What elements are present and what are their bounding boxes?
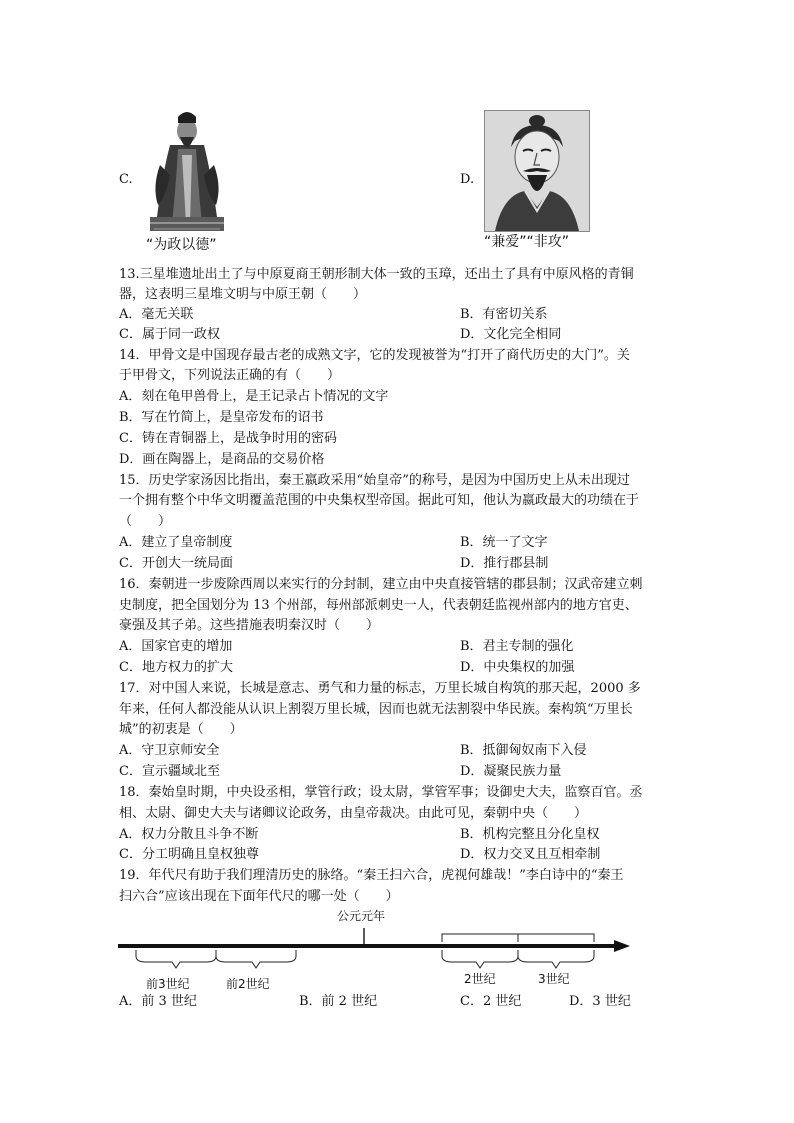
q14-stem-line1: 14．甲骨文是中国现存最古老的成熟文字，它的发现被誉为“打开了商代历史的大门”。关	[119, 348, 630, 363]
q14-option-a: A．刻在龟甲兽骨上，是王记录占卜情况的文字	[119, 389, 389, 404]
q15-stem-line2: 一个拥有整个中华文明覆盖范围的中央集权型帝国。据此可知，他认为嬴政最大的功绩在于	[119, 493, 640, 508]
q19-stem-line2: 扫六合”应该出现在下面年代尺的哪一处（ ）	[119, 889, 399, 904]
q13-option-a: A．毫无关联	[119, 307, 194, 322]
q14-option-b: B．写在竹简上，是皇帝发布的诏书	[119, 410, 324, 425]
q16-stem-line3: 豪强及其子弟。这些措施表明秦汉时（ ）	[119, 618, 380, 633]
q19-option-c: C．2 世纪	[460, 994, 522, 1009]
q13-option-b: B．有密切关系	[460, 307, 548, 322]
q17-option-c: C．宣示疆域北至	[119, 764, 220, 779]
q16-option-a: A．国家官吏的增加	[119, 639, 233, 654]
timeline-segment-bc3: 前3世纪	[146, 977, 190, 991]
confucius-portrait-image	[142, 105, 232, 233]
q16-option-b: B．君主专制的强化	[460, 639, 574, 654]
q16-stem-line1: 16．秦朝进一步废除西周以来实行的分封制，建立由中央直接管辖的郡县制；汉武帝建立刺	[119, 577, 643, 592]
q18-stem-line2: 相、太尉、御史大夫与诸卿议论政务，由皇帝裁决。由此可见，秦朝中央（ ）	[119, 806, 588, 821]
q13-option-c: C．属于同一政权	[119, 327, 220, 342]
q19-stem-line1: 19．年代尺有助于我们理清历史的脉络。“秦王扫六合，虎视何雄哉！”李白诗中的“秦王	[119, 868, 624, 883]
q16-option-c: C．地方权力的扩大	[119, 660, 233, 675]
q15-option-b: B．统一了文字	[460, 535, 548, 550]
q17-stem-line3: 城”的初衷是（ ）	[119, 722, 243, 737]
timeline-segment-bc2: 前2世纪	[226, 977, 270, 991]
q18-option-b: B．机构完整且分化皇权	[460, 827, 600, 842]
q17-option-a: A．守卫京师安全	[119, 743, 220, 758]
q15-stem-line3: （ ）	[119, 514, 172, 529]
q16-option-d: D．中央集权的加强	[460, 660, 575, 675]
q15-option-d: D．推行郡县制	[460, 556, 549, 571]
q17-stem-line2: 年来，任何人都没能从认识上割裂万里长城，因而也就无法割裂中华民族。秦构筑“万里长	[119, 702, 633, 717]
option-d-label: D.	[460, 172, 475, 187]
timeline-axis	[116, 922, 636, 970]
q16-stem-line2: 史制度，把全国划分为 13 个州部，每州部派刺史一人，代表朝廷监视州部内的地方官吏、	[119, 598, 638, 613]
option-c-label: C.	[119, 172, 133, 187]
q15-stem-line1: 15．历史学家汤因比指出，秦王嬴政采用“始皇帝”的称号，是因为中国历史上从未出现过	[119, 473, 630, 488]
timeline-segment-ad2: 2世纪	[464, 972, 496, 986]
q17-stem-line1: 17．对中国人来说，长城是意志、勇气和力量的标志，万里长城自构筑的那天起，2000 多	[119, 681, 641, 696]
mozi-portrait-image	[484, 110, 590, 232]
q17-option-b: B．抵御匈奴南下入侵	[460, 743, 587, 758]
q13-stem-line1: 13.三星堆遗址出土了与中原夏商王朝形制大体一致的玉璋，还出土了具有中原风格的青铜	[119, 267, 634, 282]
q19-option-b: B．前 2 世纪	[299, 994, 378, 1009]
q15-option-a: A．建立了皇帝制度	[119, 535, 233, 550]
timeline-center-label: 公元元年	[337, 909, 386, 923]
q18-option-c: C．分工明确且皇权独尊	[119, 847, 259, 862]
q14-stem-line2: 于甲骨文，下列说法正确的有（ ）	[119, 368, 341, 383]
q18-option-d: D．权力交叉且互相牵制	[460, 847, 601, 862]
q15-option-c: C．开创大一统局面	[119, 556, 233, 571]
option-d-caption: “兼爱”“非攻”	[484, 234, 570, 250]
q19-option-d: D．3 世纪	[569, 994, 631, 1009]
q19-option-a: A．前 3 世纪	[119, 994, 197, 1009]
q13-stem-line2: 器，这表明三星堆文明与中原王朝（ ）	[119, 287, 367, 302]
q14-option-c: C．铸在青铜器上，是战争时用的密码	[119, 431, 337, 446]
q14-option-d: D．画在陶器上，是商品的交易价格	[119, 452, 325, 467]
q13-option-d: D．文化完全相同	[460, 327, 562, 342]
q17-option-d: D．凝聚民族力量	[460, 764, 562, 779]
option-c-caption: “为政以德”	[146, 237, 217, 253]
q18-stem-line1: 18．秦始皇时期，中央设丞相，掌管行政；设太尉，掌管军事；设御史大夫，监察百官。丞	[119, 785, 643, 800]
timeline-segment-ad3: 3世纪	[538, 972, 570, 986]
q18-option-a: A．权力分散且斗争不断	[119, 827, 259, 842]
